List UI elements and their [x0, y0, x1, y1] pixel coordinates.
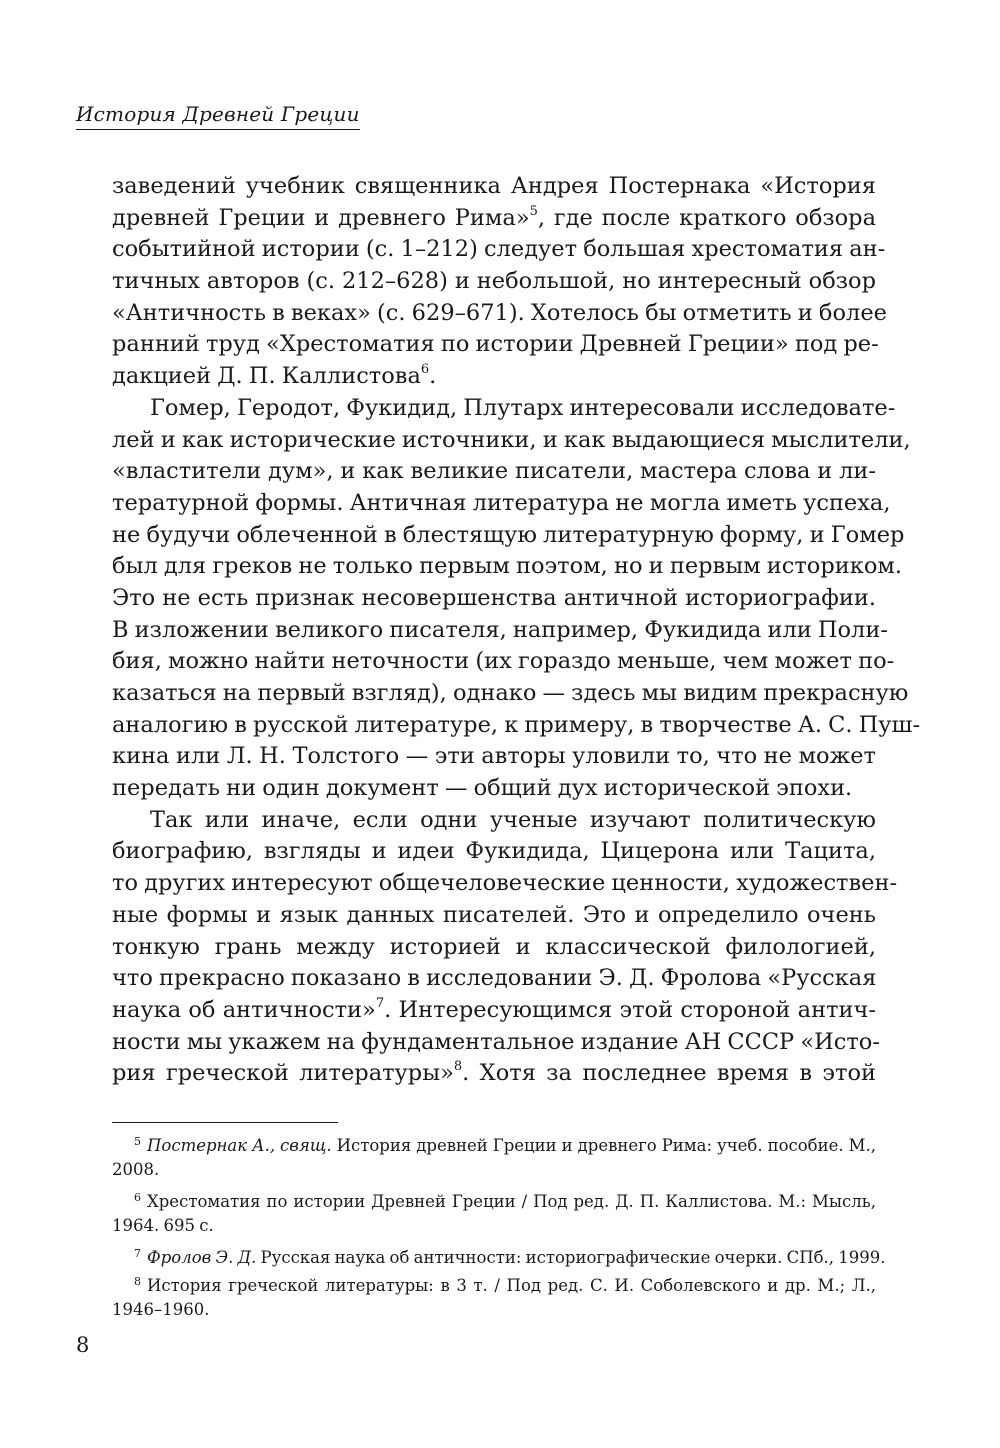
body-line-text: аналогию в русской литературе, к примеру, в творчестве А. С. Пуш- [112, 711, 921, 738]
body-line [112, 551, 903, 583]
footnote-rule [112, 1122, 338, 1123]
body-line-text: , где после краткого обзора [537, 204, 876, 231]
body-line [112, 646, 895, 678]
body-line-text: дакцией Д. П. Каллистова [112, 363, 421, 390]
body-line [112, 393, 896, 425]
body-line-text: не будучи облеченной в блестящую литературную форму, и Гомер [112, 521, 905, 548]
page-number: 8 [76, 1333, 90, 1357]
body-line [112, 171, 876, 203]
body-line-text: В изложении великого писателя, например, Фукидида или Поли- [112, 616, 888, 643]
body-line [112, 805, 876, 837]
body-line-text: древней Греции и древнего Рима» [112, 204, 530, 231]
footnote-ref: 5 [529, 203, 538, 219]
body-line [112, 1058, 876, 1090]
body-line [112, 773, 876, 805]
body-line [112, 900, 876, 932]
body-line [112, 836, 876, 868]
body-line-text: передать ни один документ — общий дух исторической эпохи. [112, 775, 853, 802]
body-line [112, 203, 876, 235]
body-line [112, 710, 921, 742]
body-line [112, 520, 905, 552]
body-line-text: ные формы и язык данных писателей. Это и определило очень [112, 901, 876, 928]
body-line-text: Гомер, Геродот, Фукидид, Плутарх интересовали исследовате- [150, 394, 896, 421]
footnote-author: Постернак А., свящ. [147, 1136, 332, 1155]
body-text [112, 171, 921, 1090]
body-line-text: тературной формы. Античная литература не могла иметь успеха, [112, 489, 891, 516]
body-line-text: бия, можно найти неточности (их гораздо меньше, чем может по- [112, 648, 895, 675]
body-line [112, 266, 876, 298]
footnote-ref: 7 [375, 995, 385, 1011]
body-line-text: . Хотя за последнее время в этой [462, 1060, 876, 1087]
footnote-line [112, 1240, 886, 1268]
footnote-number: 8 [134, 1275, 141, 1288]
body-line [112, 1027, 880, 1059]
footnotes [112, 1128, 886, 1324]
body-line [112, 678, 909, 710]
body-line [112, 425, 911, 457]
footnote-line [112, 1128, 876, 1156]
body-line [112, 234, 886, 266]
footnote-text: Хрестоматия по истории Древней Греции / Под ред. Д. П. Каллистова. М.: Мысль, [147, 1192, 876, 1211]
footnote-text: Русская наука об античности: историографические очерки. СПб., 1999. [260, 1248, 886, 1267]
body-line [112, 583, 876, 615]
body-line [112, 741, 876, 773]
body-line-text: ности мы укажем на фундаментальное издание АН СССР «Исто- [112, 1028, 880, 1055]
body-line-text: казаться на первый взгляд), однако — здесь мы видим прекрасную [112, 680, 909, 706]
body-line [112, 361, 876, 393]
body-line-text: наука об античности» [112, 996, 376, 1023]
body-line-text: рия греческой литературы» [112, 1060, 454, 1087]
footnote-line [112, 1296, 876, 1324]
body-line [112, 868, 898, 900]
body-line-text: «Античность в веках» (с. 629–671). Хотелось бы отметить и более [112, 299, 887, 326]
body-line-text: кина или Л. Н. Толстого — эти авторы уловили то, что не может [112, 743, 876, 770]
footnote-number: 7 [134, 1247, 141, 1260]
body-line-text: событийной истории (с. 1–212) следует большая хрестоматия ан- [112, 236, 886, 263]
body-line-text: ранний труд «Хрестоматия по истории Древней Греции» под ре- [112, 331, 879, 358]
footnote-ref: 8 [453, 1059, 463, 1075]
body-line-text: . [429, 363, 437, 390]
footnote-text: 2008. [112, 1160, 160, 1179]
body-line [112, 615, 888, 647]
body-line [112, 995, 876, 1027]
footnote-text: 1946–1960. [112, 1300, 210, 1319]
body-line-text: то других интересуют общечеловеческие ценности, художествен- [112, 870, 898, 897]
body-line-text: биографию, взгляды и идеи Фукидида, Цицерона или Тацита, [112, 838, 876, 865]
body-line-text: лей и как исторические источники, и как выдающиеся мыслители, [112, 426, 911, 453]
body-line-text: Это не есть признак несовершенства античной историографии. [112, 584, 876, 611]
footnote-text: История греческой литературы: в 3 т. / Под ред. С. И. Соболевского и др. М.; Л., [147, 1276, 876, 1295]
footnote-line [112, 1184, 876, 1212]
body-line [112, 298, 887, 330]
body-line-text: заведений учебник священника Андрея Постернака «История [112, 173, 876, 199]
body-line-text: Так или иначе, если одни ученые изучают политическую [150, 806, 876, 833]
body-line-text: что прекрасно показано в исследовании Э. Д. Фролова «Русская [112, 965, 877, 992]
running-head: История Древней Греции [76, 102, 360, 130]
footnote-text: 1964. 695 с. [112, 1216, 214, 1235]
body-line-text: тонкую грань между историей и классической филологией, [112, 933, 876, 960]
body-line-text: . Интересующимся этой стороной антич- [384, 996, 876, 1023]
body-line [112, 329, 879, 361]
footnote-line [112, 1268, 876, 1296]
footnote-number: 5 [134, 1135, 141, 1148]
body-line-text: «властители дум», и как великие писатели, мастера слова и ли- [112, 458, 876, 485]
footnote-ref: 6 [420, 362, 430, 378]
body-line-text: был для греков не только первым поэтом, но и первым историком. [112, 553, 903, 580]
body-line [112, 456, 876, 488]
footnote-author: Фролов Э. Д. [147, 1248, 257, 1267]
body-line [112, 932, 876, 964]
body-line [112, 488, 891, 520]
footnote-line [112, 1212, 876, 1240]
footnote-number: 6 [134, 1191, 141, 1204]
body-line-text: тичных авторов (с. 212–628) и небольшой, но интересный обзор [112, 268, 876, 295]
footnote-line [112, 1156, 876, 1184]
footnote-text: История древней Греции и древнего Рима: учеб. пособие. М., [336, 1136, 876, 1155]
body-line [112, 963, 876, 995]
